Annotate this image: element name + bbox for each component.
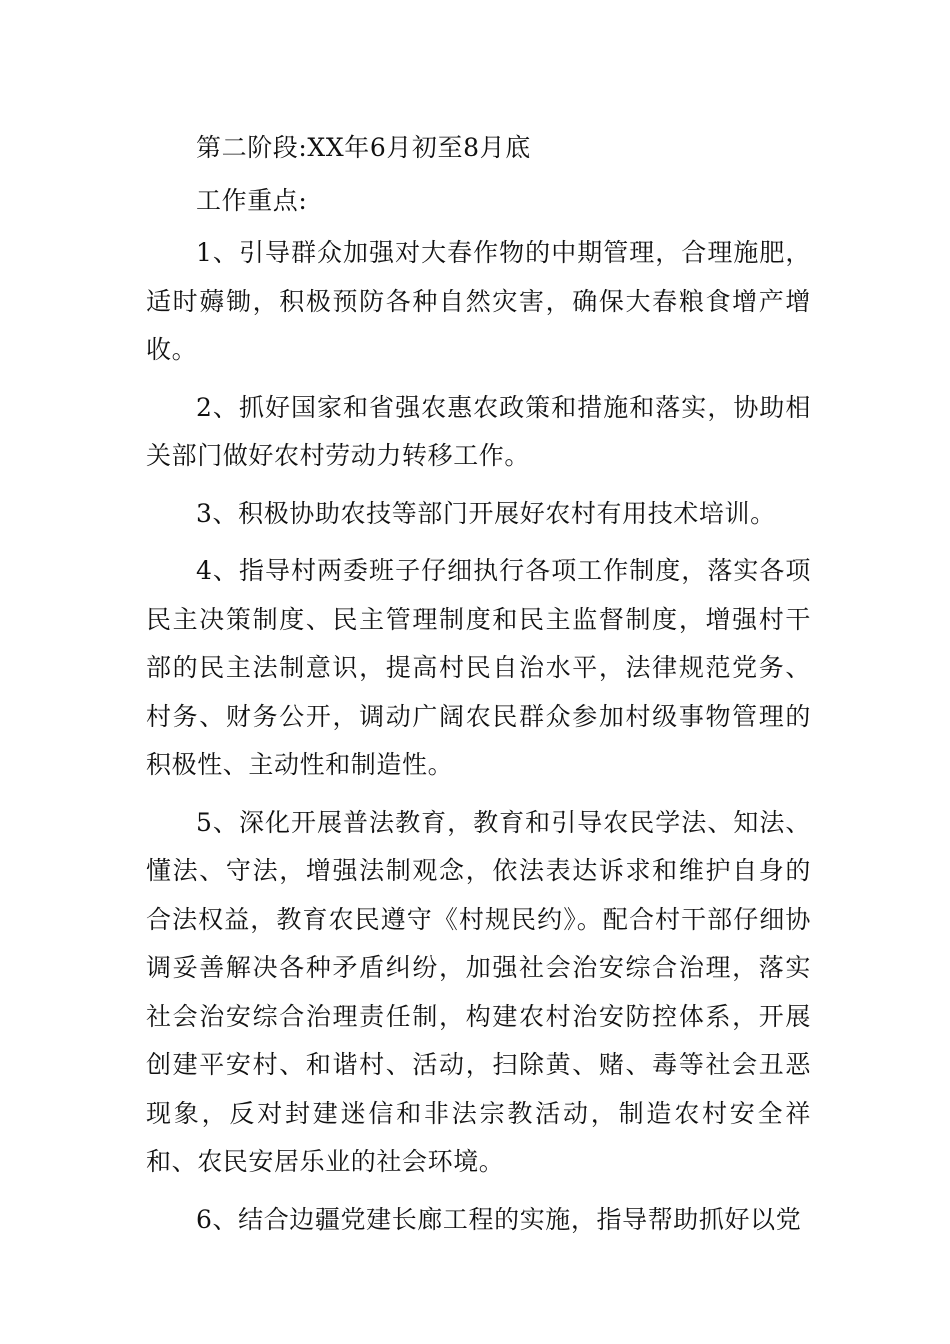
paragraph-item-5: 5、深化开展普法教育，教育和引导农民学法、知法、懂法、守法，增强法制观念，依法表达诉求和维护自身的合法权益，教育农民遵守《村规民约》。配合村干部仔细协调妥善解决各种矛盾纠纷，加强社会治安综合治理，落实社会治安综合治理责任制，构建农村治安防控体系，开展创建平安村、和谐村、活动，扫除黄、赌、毒等社会丑恶现象，反对封建迷信和非法宗教活动，制造农村安全祥和、农民安居乐业的社会环境。 [146,807,811,1176]
work-focus-label: 工作重点: [196,185,308,215]
paragraph-item-3: 3、积极协助农技等部门开展好农村有用技术培训。 [196,498,776,528]
paragraph-item-4: 4、指导村两委班子仔细执行各项工作制度，落实各项民主决策制度、民主管理制度和民主监督制度，增强村干部的民主法制意识，提高村民自治水平，法律规范党务、村务、财务公开，调动广阔农民群众参加村级事物管理的积极性、主动性和制造性。 [146,556,811,779]
document-body [146,124,811,1253]
paragraph-item-6: 6、结合边疆党建长廊工程的实施，指导帮助抓好以党 [196,1204,802,1234]
stage-heading: 第二阶段:XX年6月初至8月底 [196,133,531,162]
paragraph-item-1: 1、引导群众加强对大春作物的中期管理，合理施肥，适时薅锄，积极预防各种自然灾害，确保大春粮食增产增收。 [146,238,811,364]
paragraph-item-2: 2、抓好国家和省强农惠农政策和措施和落实，协助相关部门做好农村劳动力转移工作。 [146,392,811,470]
